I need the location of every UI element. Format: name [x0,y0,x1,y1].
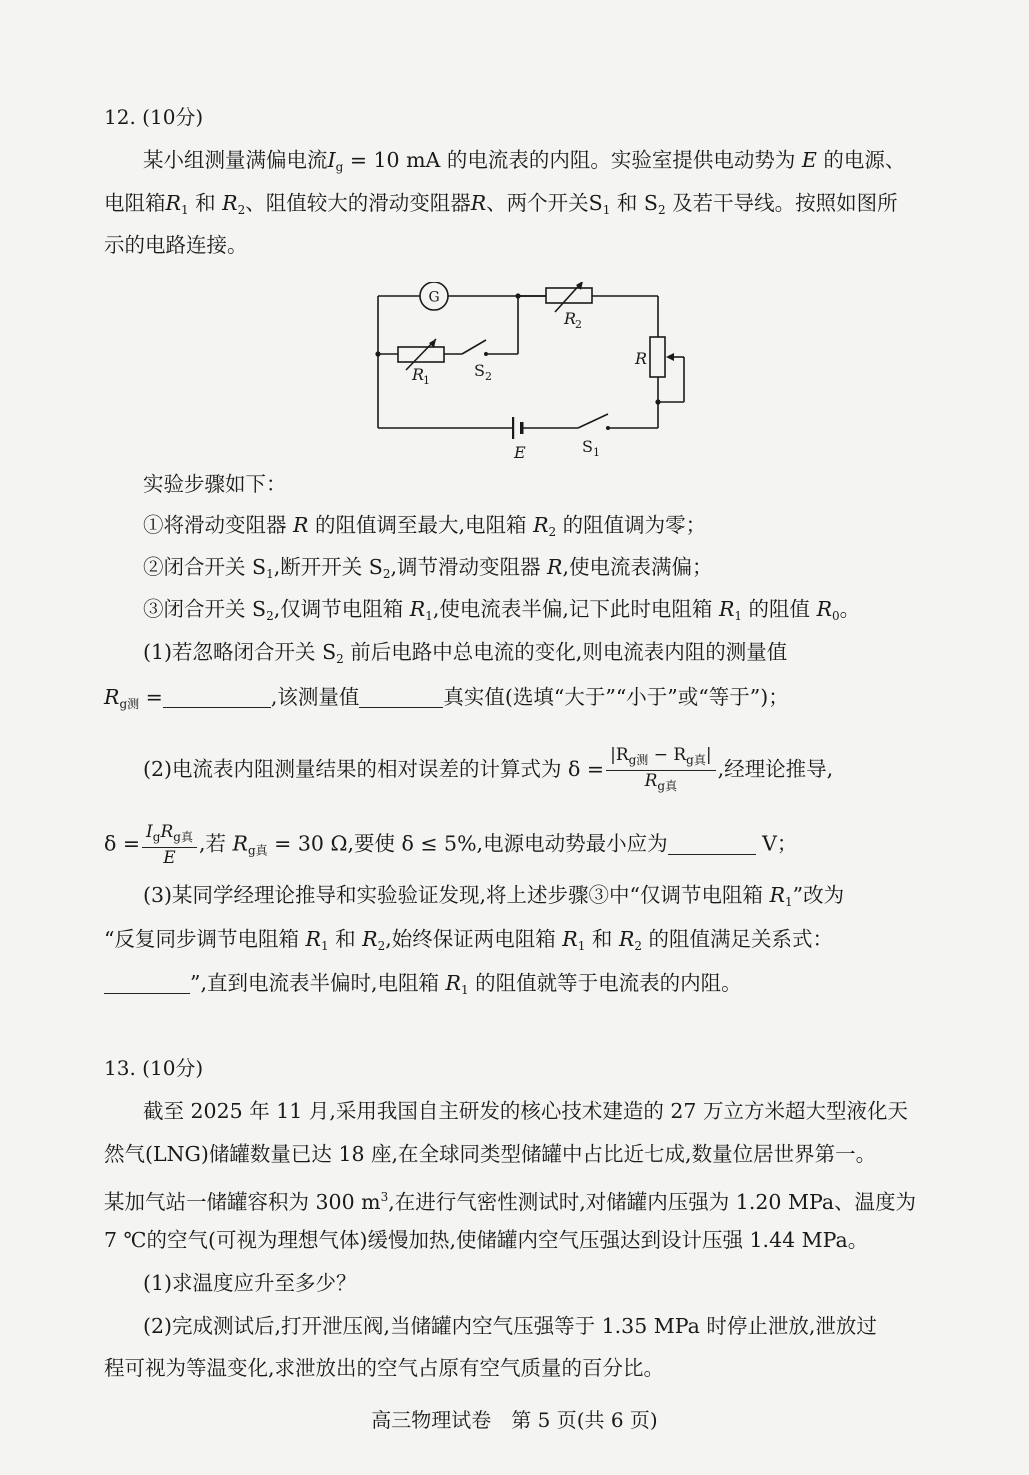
s2-label-sub: 2 [485,370,492,383]
switch-s2 [462,340,486,354]
q13-heading: 13. (10分) [104,1056,204,1080]
q13-line-4: 7 ℃的空气(可视为理想气体)缓慢加热,使储罐内空气压强达到设计压强 1.44 MPa。 [104,1228,869,1252]
answer-blank-4[interactable] [104,973,190,994]
r2-label: R [564,309,577,328]
s2-contact [484,352,488,356]
q12-intro-line-3: 示的电路连接。 [104,233,248,257]
q12-heading: 12. (10分) [104,105,204,129]
battery-long-plate [512,417,514,439]
q13-part1: (1)求温度应升至多少？ [143,1271,357,1295]
junction-left [375,351,380,356]
q12-part2-line-2: δ = $\frac{I_gR_{g真}}{E}$ ,若 $R_{g真} = 30$ Ω,要使 δ ≤ 5%,电源电动势最小应为 V； [104,822,798,868]
r1-label: R [412,365,425,384]
s1-contact [606,426,610,430]
r2-label-sub: 2 [575,318,582,331]
step-2: ②闭合开关 $S_1$,断开开关 $S_2$,调节滑动变阻器 R,使电流表满偏； [143,555,713,581]
galvanometer-label: G [428,289,440,306]
q13-line-2: 然气(LNG)储罐数量已达 18 座,在全球同类型储罐中占比近七成,数量位居世界第一。 [104,1142,877,1166]
rheostat-label: R [635,349,648,368]
relative-error-fraction: $\frac{|R_{g测} - R_{g真}|}{R_{g真}}$ [606,745,716,796]
junction-top [515,293,520,298]
rheostat-arrowhead [666,353,674,361]
delta-fraction: $\frac{I_gR_{g真}}{E}$ [142,822,197,868]
s2-label: S [474,361,485,380]
q12-part2-line-1: (2)电流表内阻测量结果的相对误差的计算式为 δ = $\frac{|R_{g测} - R_{g真}|}{R_{g真}}$ ,经理论推导, [143,745,964,796]
q13-line-3: 某加气站一储罐容积为 300 $m^3$,在进行气密性测试时,对储罐内压强为 1.20 MPa、温度为 [104,1189,917,1214]
q12-part1-line-1: (1)若忽略闭合开关 $S_2$ 前后电路中总电流的变化,则电流表内阻的测量值 [143,640,788,666]
q12-part1-line-2: $R_{g测}$ = ,该测量值 真实值(选填“大于”“小于”或“等于”)； [104,685,789,711]
q13-line-1: 截至 2025 年 11 月,采用我国自主研发的核心技术建造的 27 万立方米超大型液化天 [143,1099,908,1123]
q12-part3-line-1: (3)某同学经理论推导和实验验证发现,将上述步骤③中“仅调节电阻箱 $R_1$”改为 [143,883,845,909]
q12-part3-line-3: ”,直到电流表半偏时,电阻箱 $R_1$ 的阻值就等于电流表的内阻。 [104,968,964,1005]
q13-part2-line-2: 程可视为等温变化,求泄放出的空气占原有空气质量的百分比。 [104,1356,665,1380]
switch-s1 [578,414,608,428]
s1-label-sub: 1 [593,446,600,459]
rheostat-r [650,337,665,377]
q12-intro-line-2: 电阻箱$R_1$ 和 $R_2$、阻值较大的滑动变阻器R、两个开关$S_1$ 和 $S_2$ 及若干导线。按照如图所 [104,191,898,217]
q12-part3-line-2: “反复同步调节电阻箱 $R_1$ 和 $R_2$,始终保证两电阻箱 $R_1$ 和 $R_2$ 的阻值满足关系式： [104,927,834,953]
answer-blank-1[interactable] [163,687,271,708]
battery-label: E [514,443,526,462]
s1-label: S [582,437,593,456]
q12-intro-line-1: 某小组测量满偏电流$I_g = 10$ mA 的电流表的内阻。实验室提供电动势为 E 的电源、 [143,148,906,174]
step-1: ①将滑动变阻器 R 的阻值调至最大,电阻箱 $R_2$ 的阻值调为零； [143,513,707,539]
steps-title: 实验步骤如下： [143,472,287,496]
circuit-diagram [370,282,700,467]
battery-short-plate [520,422,524,434]
answer-blank-2[interactable] [359,687,443,708]
page-footer: 高三物理试卷 第 5 页(共 6 页) [371,1408,658,1432]
q13-part2-line-1: (2)完成测试后,打开泄压阀,当储罐内空气压强等于 1.35 MPa 时停止泄放,泄放过 [143,1314,877,1338]
r1-label-sub: 1 [423,374,430,387]
step-3: ③闭合开关 $S_2$,仅调节电阻箱 $R_1$,使电流表半偏,记下此时电阻箱 $R_1$ 的阻值 $R_0$。 [143,597,861,623]
answer-blank-3[interactable] [668,834,756,855]
junction-right [655,399,660,404]
